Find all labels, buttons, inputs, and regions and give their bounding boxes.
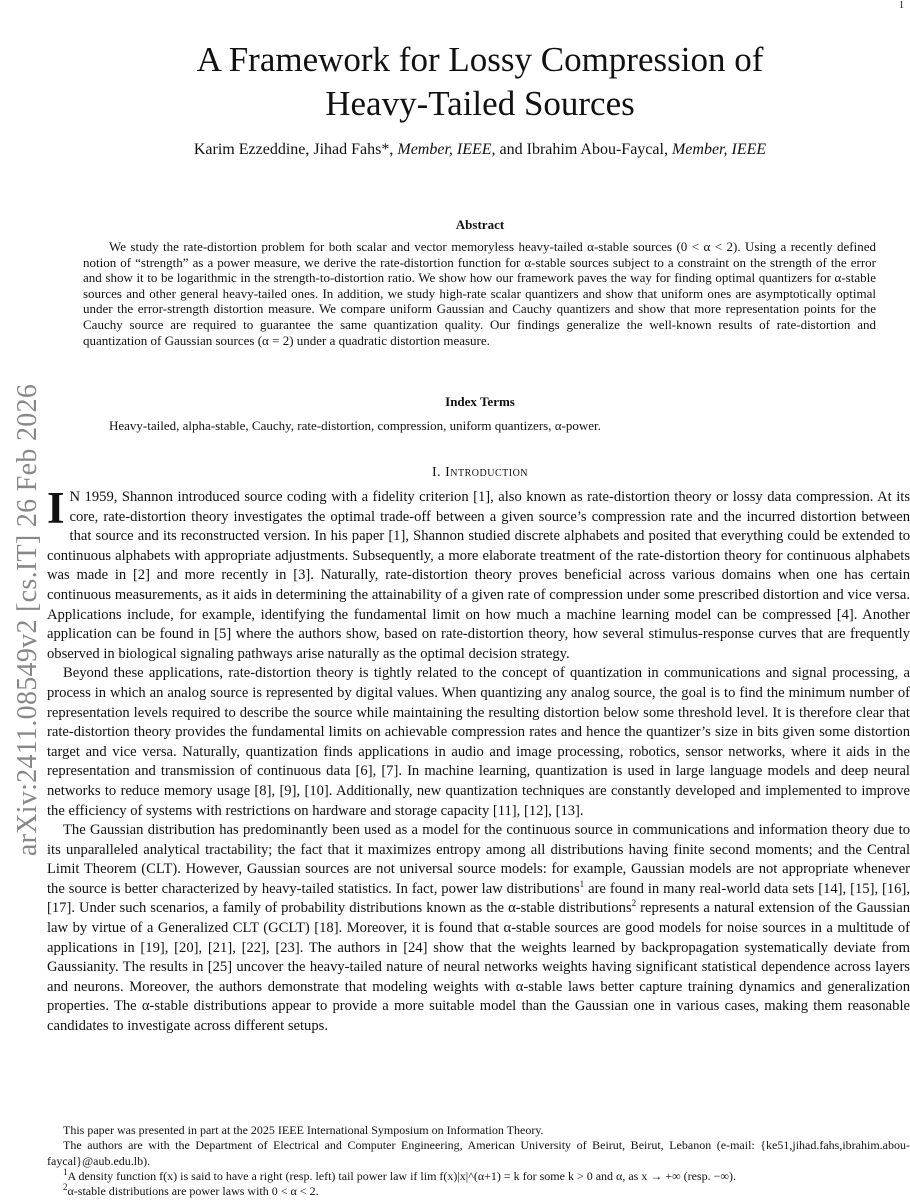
body-text — [47, 483, 910, 1037]
paragraph-1 — [47, 483, 910, 664]
footnote-affiliation: The authors are with the Department of Electrical and Computer Engineering, American University of Beirut, Beirut, Lebanon (e-mail: {ke51,jihad.fahs,ibrahim.abou-faycal}@aub.edu.lb). — [47, 1138, 910, 1168]
section-number: I. — [431, 465, 446, 480]
footnote-1-mark: 1 — [63, 1166, 68, 1177]
author-names-2: and Ibrahim Abou-Faycal, — [495, 141, 672, 158]
paragraph-3-part-a: The Gaussian distribution has predominantly been used as a model for the continuous source in communications and information theory due to its unparalleled analytical tractability; the fact that it maximizes entropy among all distributions having finite second moments; and the Central Limit Theorem (CLT). However, Gaussian sources are not universal source models: for example, Gaussian models are not appropriate whenever the source is better characterized by heavy-tailed statistics. In fact, power law distributions — [47, 822, 910, 897]
author-membership-2: Member, IEEE — [671, 141, 767, 158]
paragraph-2: Beyond these applications, rate-distortion theory is tightly related to the concept of quantization in communications and signal processing, a process in which an analog source is represented by digital values. When quantizing any analog source, the goal is to find the minimum number of representation levels required to describe the source while maintaining the resulting distortion below some threshold level. It is therefore clear that rate-distortion theory provides the fundamental limits on achievable compression rates and hence the quantizer’s size in bits given some distortion target and vice versa. Naturally, quantization finds applications in audio and image processing, robotics, sensor networks, where it aids in the representation and transmission of continuous data [6], [7]. In machine learning, quantization is used in large language models and deep neural networks to reduce memory usage [8], [9], [10]. Additionally, new quantization techniques are constantly developed and implemented to improve the efficiency of systems with restrictions on hardware and storage capacity [11], [12], [13]. — [47, 665, 910, 819]
abstract-heading: Abstract — [455, 217, 505, 232]
footnote-2-mark: 2 — [63, 1182, 68, 1193]
arxiv-identifier: arXiv:2411.08549v2 [cs.IT] 26 Feb 2026 — [12, 383, 43, 857]
section-heading — [0, 465, 910, 481]
author-names-1: Karim Ezzeddine, Jihad Fahs*, — [193, 141, 398, 158]
paragraph-3-part-c: represents a natural extension of the Gaussian law by virtue of a Generalized CLT (GCLT) [18]. Moreover, it is found that α-stable sources are good models for noise sources in a multitude of applications in [19], [20], [21], [22], [23]. The authors in [24] show that the weights learned by backpropagation systematically deviate from Gaussianity. The results in [25] uncover the heavy-tailed nature of neural networks weights having significant statistical dependence across layers and neurons. Moreover, the authors demonstrate that modeling weights with α-stable laws better capture training dynamics and generalization properties. The α-stable distributions appear to provide a more suitable model than the Gaussian one in various cases, making them reasonable candidates to investigate across different setups. — [47, 900, 910, 1035]
footnote-2 — [47, 1184, 910, 1199]
drop-cap: I — [47, 483, 65, 533]
author-membership-1: Member, IEEE, — [397, 141, 496, 158]
author-list — [80, 141, 880, 159]
footnote-ref-2: 2 — [631, 898, 637, 909]
paragraph-3-part-b: are found in many real-world data sets [14], [15], [16], [17]. Under such scenarios, a family of probability distributions known as the α-stable distributions — [47, 880, 910, 917]
footnote-1-text: A density function f(x) is said to have a right (resp. left) tail power law if lim f(x)|x|^(α+1) = k for some k > 0 and α, as x → +∞ (resp. −∞). — [67, 1168, 736, 1183]
index-terms-heading: Index Terms — [445, 394, 515, 409]
title-line-1: A Framework for Lossy Compression of — [196, 40, 764, 79]
paragraph-1-text: N 1959, Shannon introduced source coding with a fidelity criterion [1], also known as rate-distortion theory or lossy data compression. At its core, rate-distortion theory investigates the optimal trade-off between a given source’s compression rate and the incurred distortion between that source and its reconstructed version. In his paper [1], Shannon studied discrete alphabets and posited that everything could be extended to continuous alphabets with appropriate adjustments. Subsequently, a more elaborate treatment of the rate-distortion theory for continuous alphabets was made in [2] and more recently in [3]. Naturally, rate-distortion theory proves beneficial across various domains when one has certain continuous measurements, as it aids in determining the attainability of a given rate of compression under some prescribed distortion and vice versa. Applications include, for example, identifying the fundamental limit on how much a machine learning model can be compressed [4]. Another application can be found in [5] where the authors show, based on rate-distortion theory, how several stimulus-response curves that are frequently observed in biological signaling pathways arise naturally as the optimal decision strategy. — [47, 489, 910, 662]
footnote-2-text: α-stable distributions are power laws with 0 < α < 2. — [67, 1184, 319, 1199]
abstract-text: We study the rate-distortion problem for both scalar and vector memoryless heavy-tailed α-stable sources (0 < α < 2). Using a recently defined notion of “strength” as a power measure, we derive the rate-distortion function for α-stable sources subject to a constraint on the strength of the error and show it to be logarithmic in the strength-to-distortion ratio. We show how our framework paves the way for finding optimal quantizers for α-stable sources and other general heavy-tailed ones. In addition, we study high-rate scalar quantizers and show that uniform ones are asymptotically optimal under the error-strength distortion measure. We compare uniform Gaussian and Cauchy quantizers and show that more representation points for the Cauchy source are required to guarantee the same quantization quality. Our findings generalize the well-known results of rate-distortion and quantization of Gaussian sources (α = 2) under a quadratic distortion measure. — [83, 239, 876, 348]
footnote-1 — [47, 1166, 910, 1184]
section-title: Introduction — [445, 465, 529, 480]
page-number: 1 — [899, 0, 904, 11]
paper-title — [80, 38, 880, 126]
footnotes — [47, 1123, 910, 1199]
index-terms: Heavy-tailed, alpha-stable, Cauchy, rate-distortion, compression, uniform quantizers, α-power. — [109, 418, 601, 433]
title-line-2: Heavy-Tailed Sources — [325, 84, 635, 123]
footnote-symposium: This paper was presented in part at the 2025 IEEE International Symposium on Information Theory. — [63, 1123, 544, 1137]
paragraph-3 — [47, 821, 910, 1037]
footnote-ref-1: 1 — [579, 879, 585, 890]
